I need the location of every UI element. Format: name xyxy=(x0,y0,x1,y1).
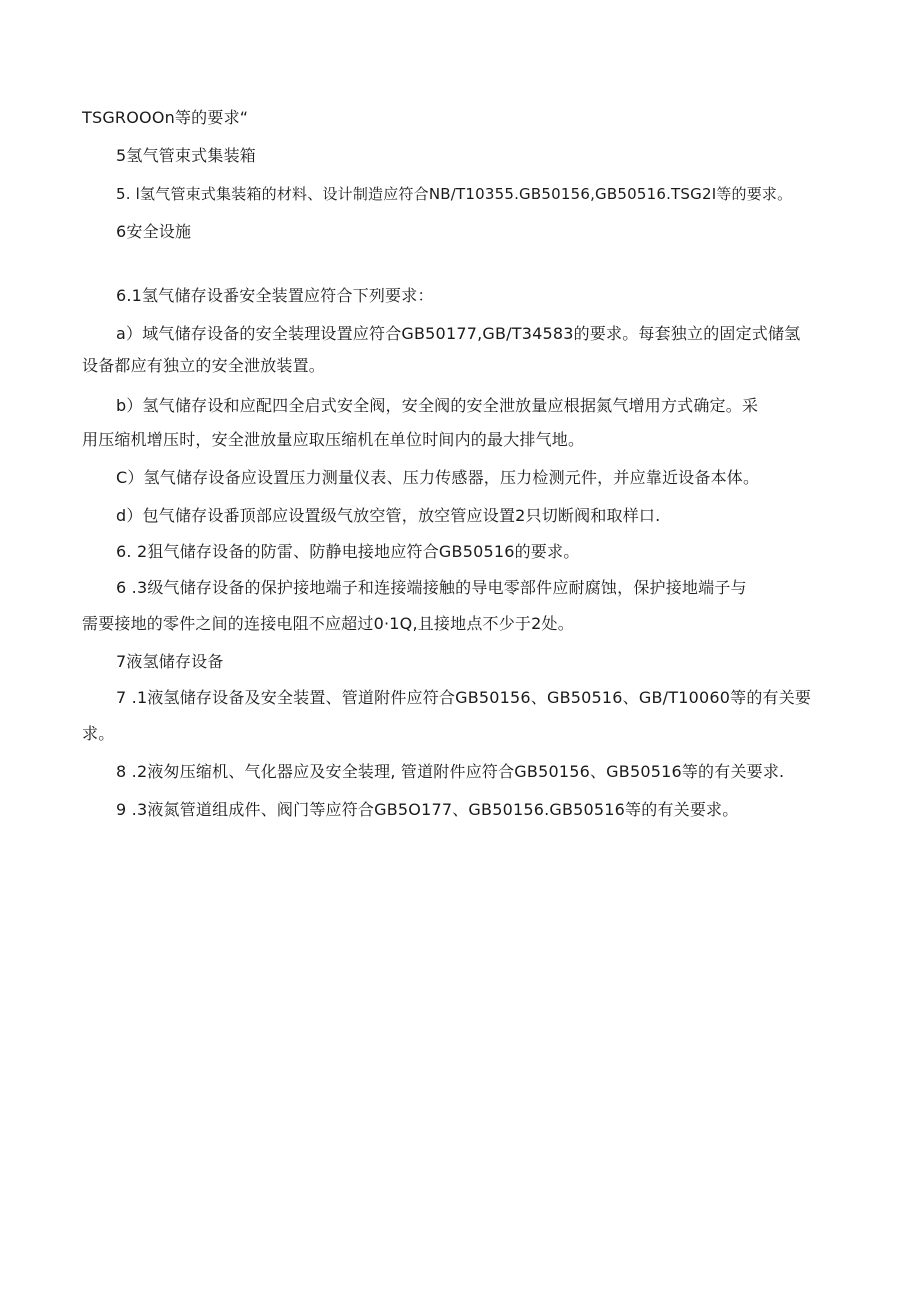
text-line-c: C）氢气储存设备应设置压力测量仪表、压力传感器，压力检测元件，并应靠近设备本体。 xyxy=(116,468,760,487)
text-line-a-2: 设备都应有独立的安全泄放装置。 xyxy=(82,356,326,375)
text-line-d: d）包气储存设番顶部应设置级气放空管，放空管应设置2只切断阀和取样口. xyxy=(116,506,661,525)
text-line-7-2: 8 .2液匆压缩机、气化器应及安全装理, 管道附件应符合GB50156、GB50516等的有关要求. xyxy=(116,762,785,781)
text-line-7-1-1: 7 .1液氢储存设备及安全装置、管道附件应符合GB50156、GB50516、GB/T10060等的有关要 xyxy=(116,688,812,707)
text-line-7-1-2: 求。 xyxy=(82,724,115,743)
text-line-a-1: a）域气储存设备的安全装理设置应符合GB50177,GB/T34583的要求。每套独立的固定式储氢 xyxy=(116,324,801,343)
text-line-5-1: 5. l氢气管束式集装箱的材料、设计制造应符合NB/T10355.GB50156,GB50516.TSG2I等的要求。 xyxy=(116,185,793,203)
text-line-6-2: 6. 2狙气储存设备的防雷、防静电接地应符合GB50516的要求。 xyxy=(116,542,580,561)
section-heading-5: 5氢气管束式集装箱 xyxy=(116,146,256,165)
section-heading-7: 7液氢储存设备 xyxy=(116,652,224,671)
text-line-6-1: 6.1氢气储存设番安全装置应符合下列要求： xyxy=(116,286,434,305)
text-line-7-3: 9 .3液氮管道组成件、阀门等应符合GB5O177、GB50156.GB50516等的有关要求。 xyxy=(116,800,739,819)
text-line-6-3-1: 6 .3级气储存设备的保护接地端子和连接端接触的导电零部件应耐腐蚀，保护接地端子与 xyxy=(116,578,747,597)
text-line-6-3-2: 需要接地的零件之间的连接电阻不应超过0·1Q,且接地点不少于2处。 xyxy=(82,614,574,633)
section-heading-6: 6安全设施 xyxy=(116,222,192,241)
text-line-b-2: 用压缩机增压时，安全泄放量应取压缩机在单位时间内的最大排气地。 xyxy=(82,430,585,449)
text-line-b-1: b）氢气储存设和应配四全启式安全阀，安全阀的安全泄放量应根据氮气增用方式确定。采 xyxy=(116,396,759,415)
text-line-1: TSGROOOn等的要求“ xyxy=(82,108,249,127)
